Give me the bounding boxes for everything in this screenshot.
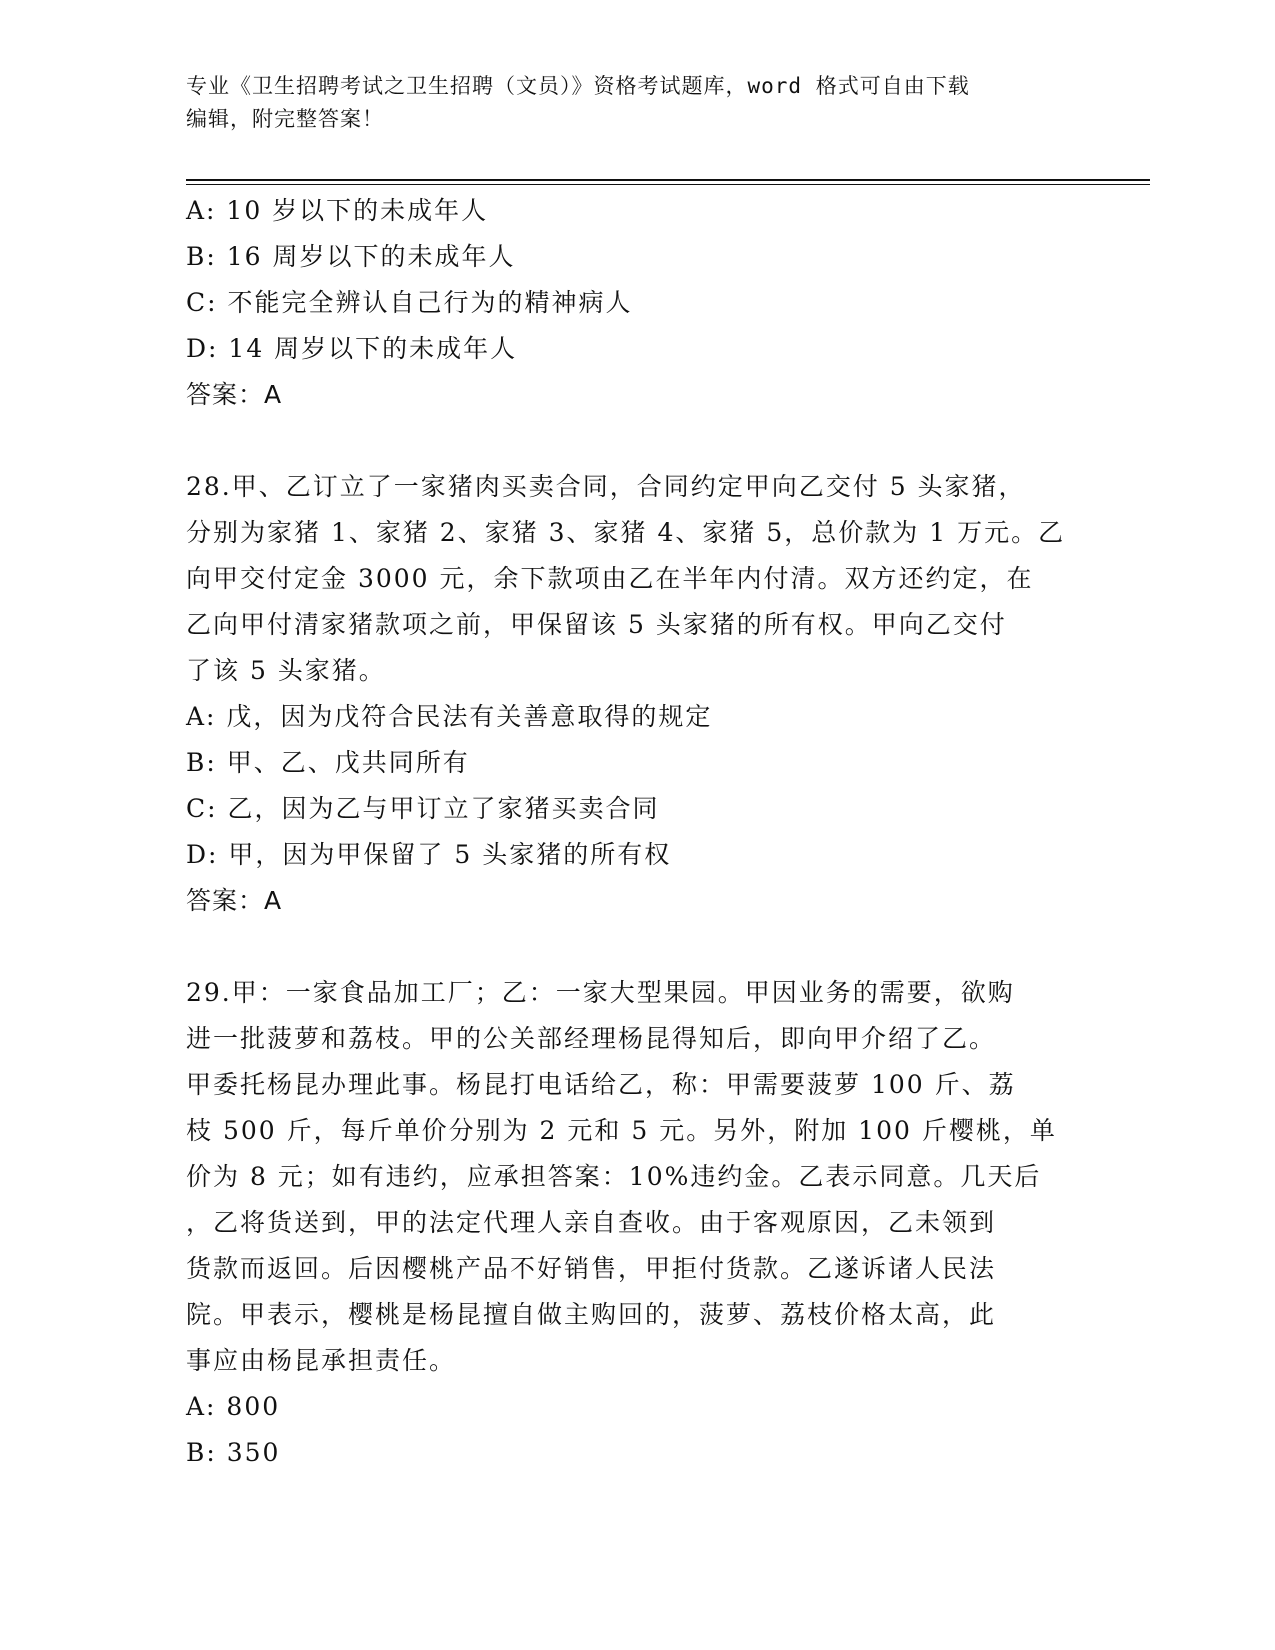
- question-stem-line: 了该 5 头家猪。: [186, 656, 386, 685]
- document-header: [186, 70, 1066, 136]
- question-stem-line: 价为 8 元；如有违约，应承担答案：10%违约金。乙表示同意。几天后: [186, 1162, 1042, 1191]
- option-c: C: 不能完全辨认自己行为的精神病人: [186, 288, 633, 317]
- question-stem-line: 货款而返回。后因樱桃产品不好销售，甲拒付货款。乙遂诉诸人民法: [186, 1254, 997, 1283]
- option-b: B: 甲、乙、戊共同所有: [186, 748, 470, 777]
- option-b: B: 16 周岁以下的未成年人: [186, 242, 516, 271]
- option-c: C: 乙，因为乙与甲订立了家猪买卖合同: [186, 794, 660, 823]
- option-d: D: 14 周岁以下的未成年人: [186, 334, 518, 363]
- question-27: [186, 188, 1086, 418]
- question-stem-line: 事应由杨昆承担责任。: [186, 1346, 457, 1375]
- question-stem-line: 29.甲：一家食品加工厂；乙：一家大型果园。甲因业务的需要，欲购: [186, 978, 1015, 1007]
- question-stem-line: ，乙将货送到，甲的法定代理人亲自查收。由于客观原因，乙未领到: [186, 1208, 997, 1237]
- header-line-1: 专业《卫生招聘考试之卫生招聘（文员）》资格考试题库，word 格式可自由下载: [186, 74, 970, 98]
- option-a: A: 戊，因为戊符合民法有关善意取得的规定: [186, 702, 713, 731]
- question-stem-line: 乙向甲付清家猪款项之前，甲保留该 5 头家猪的所有权。甲向乙交付: [186, 610, 1007, 639]
- question-29: [186, 970, 1086, 1476]
- option-a: A: 800: [186, 1392, 281, 1421]
- answer-line: 答案：A: [186, 380, 283, 409]
- spacer: [186, 924, 1086, 970]
- header-rule-thin: [186, 184, 1150, 185]
- question-content: [186, 188, 1086, 1476]
- spacer: [186, 418, 1086, 464]
- option-b: B: 350: [186, 1438, 281, 1467]
- question-stem-line: 进一批菠萝和荔枝。甲的公关部经理杨昆得知后，即向甲介绍了乙。: [186, 1024, 997, 1053]
- header-rule-thick: [186, 179, 1150, 181]
- question-stem-line: 28.甲、乙订立了一家猪肉买卖合同，合同约定甲向乙交付 5 头家猪，: [186, 472, 1026, 501]
- option-a: A: 10 岁以下的未成年人: [186, 196, 489, 225]
- answer-line: 答案：A: [186, 886, 283, 915]
- question-stem-line: 向甲交付定金 3000 元，余下款项由乙在半年内付清。双方还约定，在: [186, 564, 1034, 593]
- header-line-2: 编辑，附完整答案！: [186, 107, 384, 131]
- question-stem-line: 枝 500 斤，每斤单价分别为 2 元和 5 元。另外，附加 100 斤樱桃，单: [186, 1116, 1057, 1145]
- option-d: D: 甲，因为甲保留了 5 头家猪的所有权: [186, 840, 672, 869]
- question-28: [186, 464, 1086, 924]
- question-stem-line: 院。甲表示，樱桃是杨昆擅自做主购回的，菠萝、荔枝价格太高，此: [186, 1300, 997, 1329]
- question-stem-line: 甲委托杨昆办理此事。杨昆打电话给乙，称：甲需要菠萝 100 斤、荔: [186, 1070, 1016, 1099]
- question-stem-line: 分别为家猪 1、家猪 2、家猪 3、家猪 4、家猪 5，总价款为 1 万元。乙: [186, 518, 1066, 547]
